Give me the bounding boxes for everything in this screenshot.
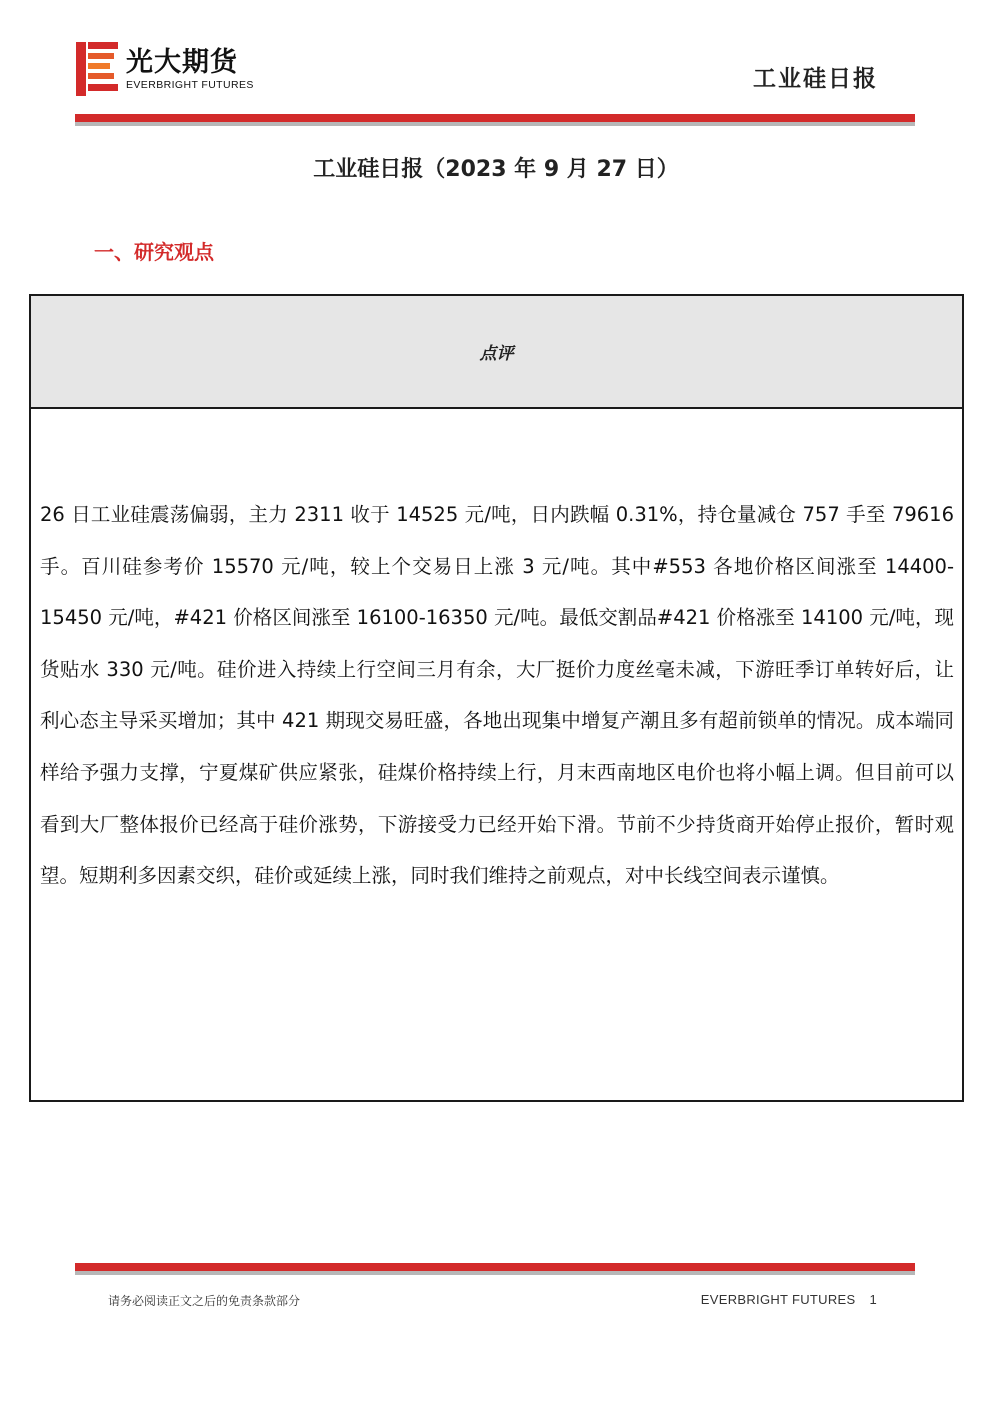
footer-company — [701, 1292, 877, 1307]
footer-disclaimer: 请务必阅读正文之后的免责条款部分 — [108, 1294, 301, 1308]
comment-table-body: 26 日工业硅震荡偏弱，主力 2311 收于 14525 元/吨，日内跌幅 0.31%，持仓量减仓 757 手至 79616 手。百川硅参考价 15570 元/吨，较上个交易日上涨 3 元/吨。其中#553 各地价格区间涨至 14400-15450 元/吨，#421 价格区间涨至 16100-16350 元/吨。最低交割品#421 价格涨至 14100 元/吨，现货贴水 330 元/吨。硅价进入持续上行空间三月有余，大厂挺价力度丝毫未减，下游旺季订单转好后，让利心态主导采买增加；其中 421 期现交易旺盛，各地出现集中增复产潮且多有超前锁单的情况。成本端同样给予强力支撑，宁夏煤矿供应紧张，硅煤价格持续上行，月末西南地区电价也将小幅上调。但目前可以看到大厂整体报价已经高于硅价涨势，下游接受力已经开始下滑。节前不少持货商开始停止报价，暂时观望。短期利多因素交织，硅价或延续上涨，同时我们维持之前观点，对中长线空间表示谨慎。 — [40, 503, 954, 888]
footer-divider — [75, 1263, 915, 1275]
everbright-logo-icon — [76, 42, 118, 96]
document-title: 工业硅日报（2023 年 9 月 27 日） — [313, 157, 679, 182]
comment-table — [29, 294, 964, 1102]
footer-company-name: EVERBRIGHT FUTURES — [700, 1292, 856, 1307]
logo-chinese-name: 光大期货 — [126, 47, 238, 78]
page-number: 1 — [869, 1292, 877, 1307]
logo-english-name: EVERBRIGHT FUTURES — [126, 79, 254, 91]
section-heading: 一、研究观点 — [94, 240, 214, 264]
company-logo — [76, 40, 286, 96]
comment-table-header: 点评 — [31, 296, 962, 409]
header-divider — [75, 114, 915, 126]
report-type-title: 工业硅日报 — [753, 66, 878, 92]
